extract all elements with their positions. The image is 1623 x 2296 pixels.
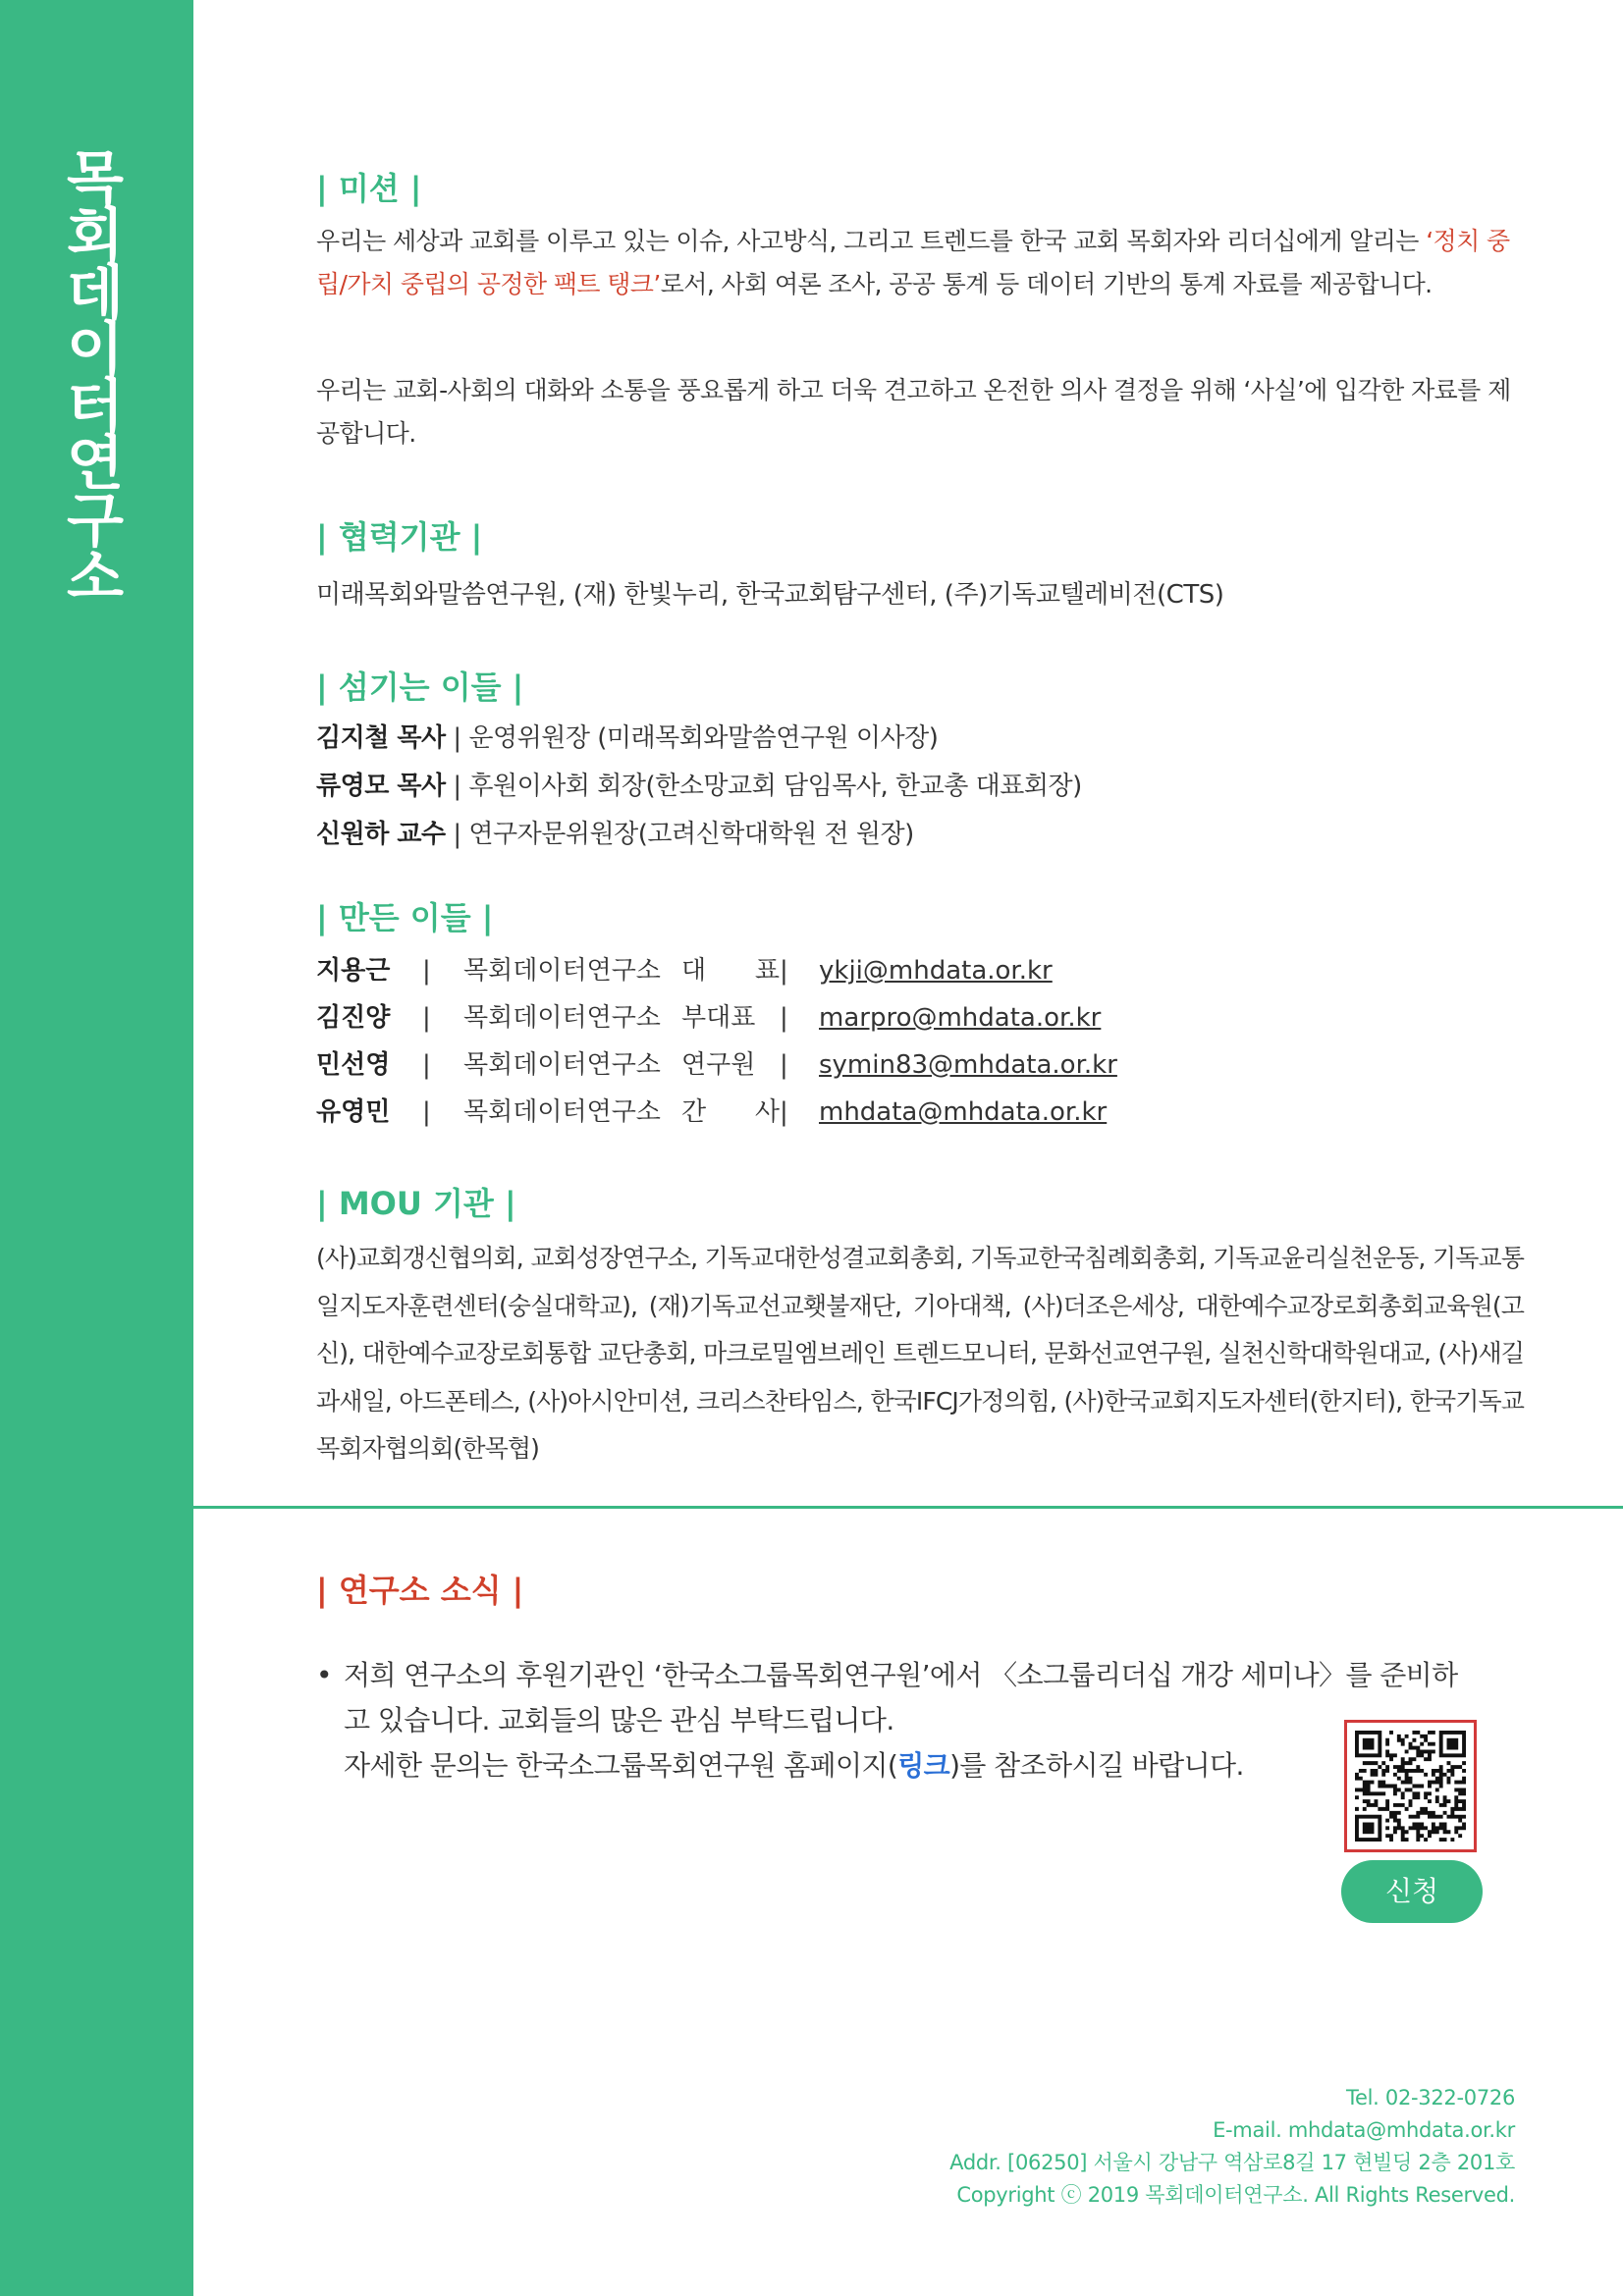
staff-separator: | (780, 956, 788, 986)
mission-highlight: ‘정치 중립/가치 중립의 공정한 팩트 탱크’ (316, 227, 1510, 298)
staff-row (316, 1093, 1298, 1132)
staff-row (316, 998, 1298, 1038)
partners-text: 미래목회와말씀연구원, (재) 한빛누리, 한국교회탐구센터, (주)기독교텔레비전(CTS) (316, 580, 1224, 610)
news-heading: | 연구소 소식 | (316, 1572, 524, 1609)
bullet: • (316, 1659, 333, 1691)
staff-name: 지용근 (316, 956, 391, 986)
staff-row (316, 951, 1298, 990)
footer-address: Addr. [06250] 서울시 강남구 역삼로8길 17 현빌딩 2층 201호 (949, 2151, 1515, 2174)
staff-name: 유영민 (316, 1097, 391, 1127)
staff-position: 부대표 (681, 1003, 756, 1033)
partners-heading: | 협력기관 | (316, 518, 483, 556)
mou-heading: | MOU 기관 | (316, 1185, 516, 1222)
staff-position: 연구원 (681, 1050, 756, 1080)
mission-paragraph-2: 우리는 교회-사회의 대화와 소통을 풍요롭게 하고 더욱 견고하고 온전한 의사 결정을 위해 ‘사실’에 입각한 자료를 제공합니다. (316, 376, 1511, 448)
footer-copyright: Copyright ⓒ 2019 목회데이터연구소. All Rights Reserved. (956, 2183, 1515, 2207)
servers-heading: | 섬기는 이들 | (316, 668, 524, 706)
qr-code[interactable] (1344, 1720, 1477, 1852)
staff-org: 목회데이터연구소 (463, 956, 661, 986)
person-role: | 운영위원장 (미래목회와말씀연구원 이사장) (445, 723, 939, 753)
staff-separator: | (422, 1050, 431, 1080)
staff-position: 대 표 (681, 956, 780, 986)
mission-text-end: 로서, 사회 여론 조사, 공공 통계 등 데이터 기반의 통계 자료를 제공합니다. (660, 270, 1433, 298)
mou-text: (사)교회갱신협의회, 교회성장연구소, 기독교대한성결교회총회, 기독교한국침례회총회, 기독교윤리실천운동, 기독교통일지도자훈련센터(숭실대학교), (재)기독교선교횃불재단, 기아대책, (사)더조은세상, 대한예수교장로회총회교육원(고신), 대한예수교장로회통합 교단총회, 마크로밀엠브레인 트렌드모니터, 문화선교연구원, 실천신학대학원대교, (사)새길과새일, 아드폰테스, (사)아시안미션, 크리스찬타임스, 한국IFCJ가정의힘, (사)한국교회지도자센터(한지터), 한국기독교목회자협의회(한목협) (316, 1244, 1524, 1463)
server-person (316, 767, 1082, 806)
makers-heading: | 만든 이들 | (316, 899, 494, 936)
news-line: 저희 연구소의 후원기관인 ‘한국소그룹목회연구원’에서 〈소그룹리더십 개강 세미나〉를 준비하 (344, 1659, 1458, 1691)
person-name: 김지철 목사 (316, 723, 446, 753)
staff-separator: | (422, 1097, 431, 1127)
person-role: | 연구자문위원장(고려신학대학원 전 원장) (445, 820, 914, 849)
section-divider (193, 1506, 1623, 1509)
staff-org: 목회데이터연구소 (463, 1097, 661, 1127)
staff-row (316, 1045, 1298, 1085)
staff-name: 김진양 (316, 1003, 391, 1033)
staff-email-link[interactable]: mhdata@mhdata.or.kr (819, 1097, 1108, 1127)
server-person (316, 719, 938, 758)
staff-name: 민선영 (316, 1050, 391, 1080)
mission-heading: | 미션 | (316, 170, 422, 207)
person-role: | 후원이사회 회장(한소망교회 담임목사, 한교총 대표회장) (445, 772, 1082, 801)
news-line: 고 있습니다. 교회들의 많은 관심 부탁드립니다. (344, 1704, 894, 1736)
homepage-link[interactable]: 링크 (897, 1749, 950, 1782)
staff-position: 간 사 (681, 1097, 780, 1127)
staff-separator: | (780, 1003, 788, 1033)
person-name: 류영모 목사 (316, 772, 446, 801)
footer-tel: Tel. 02-322-0726 (1346, 2086, 1515, 2109)
staff-email-link[interactable]: marpro@mhdata.or.kr (819, 1003, 1102, 1033)
footer-email: E-mail. mhdata@mhdata.or.kr (1213, 2118, 1515, 2142)
mission-text: 우리는 세상과 교회를 이루고 있는 이슈, 사고방식, 그리고 트렌드를 한국 교회 목회자와 리더십에게 알리는 (316, 227, 1427, 255)
sidebar-title: 목회데이터연구소 (56, 147, 125, 603)
staff-separator: | (780, 1097, 788, 1127)
staff-separator: | (422, 956, 431, 986)
staff-email-link[interactable]: symin83@mhdata.or.kr (819, 1050, 1117, 1080)
news-text: )를 참조하시길 바랍니다. (949, 1749, 1244, 1782)
news-text: 자세한 문의는 한국소그룹목회연구원 홈페이지( (344, 1749, 898, 1782)
qr-code-image (1355, 1731, 1466, 1842)
staff-separator: | (780, 1050, 788, 1080)
apply-button[interactable]: 신청 (1341, 1860, 1483, 1923)
staff-org: 목회데이터연구소 (463, 1003, 661, 1033)
staff-org: 목회데이터연구소 (463, 1050, 661, 1080)
staff-email-link[interactable]: ykji@mhdata.or.kr (819, 956, 1053, 986)
mission-paragraph-1 (316, 220, 1524, 306)
server-person (316, 815, 914, 854)
staff-separator: | (422, 1003, 431, 1033)
sidebar (0, 0, 193, 2296)
person-name: 신원하 교수 (316, 820, 446, 849)
